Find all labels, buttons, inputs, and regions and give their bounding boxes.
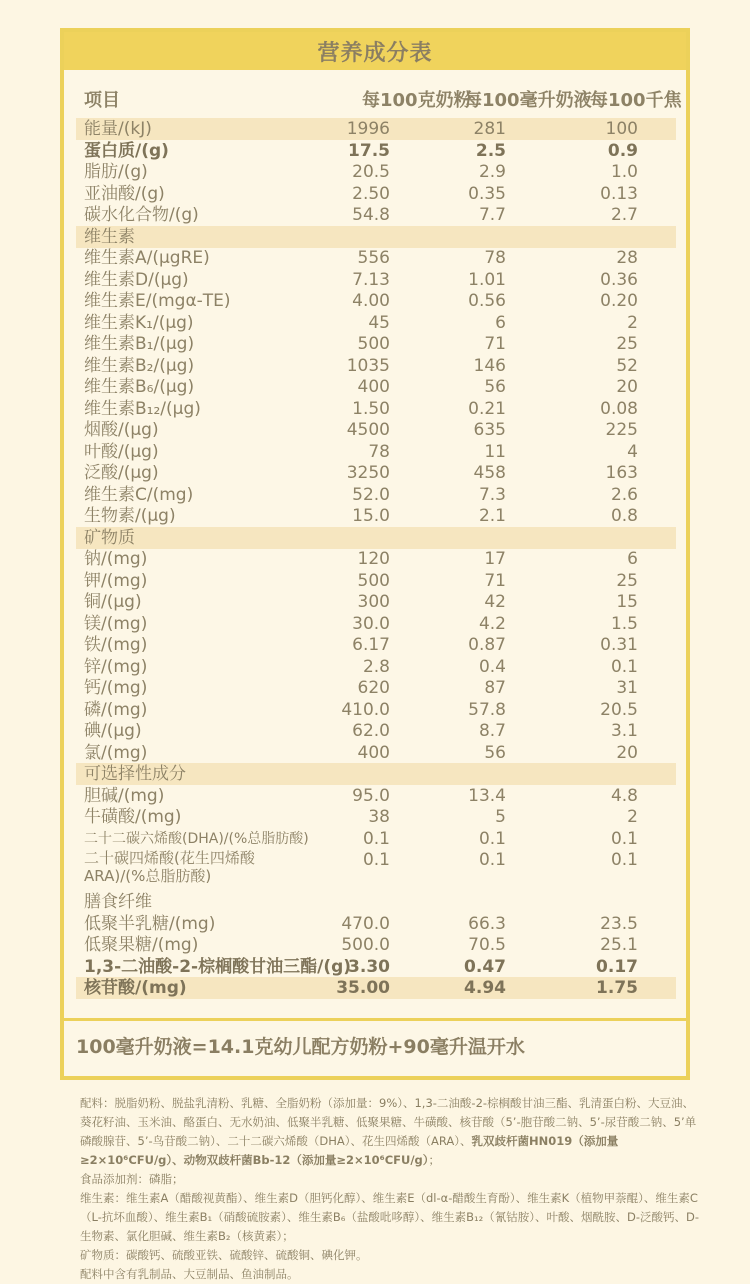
row-value-v1: 95.0 <box>352 785 390 806</box>
row-value-v1: 17.5 <box>348 140 390 161</box>
table-row <box>76 828 676 850</box>
row-value-v3: 0.20 <box>600 291 638 311</box>
row-label: 胆碱/(mg) <box>84 785 165 806</box>
row-value-v3: 163 <box>605 463 638 483</box>
row-label: 生物素/(μg) <box>84 506 176 526</box>
row-value-v2: 8.7 <box>478 721 506 741</box>
row-label: 亚油酸/(g) <box>84 183 165 204</box>
row-value-v1: 38 <box>368 807 390 827</box>
row-label: 铜/(μg) <box>84 592 142 612</box>
row-label: 镁/(mg) <box>84 613 148 634</box>
row-value-v1: 500 <box>357 570 390 591</box>
row-label: 蛋白质/(g) <box>84 140 169 161</box>
row-value-v2: 2.5 <box>475 140 506 161</box>
table-row <box>76 204 676 226</box>
row-label: 二十二碳六烯酸(DHA)/(%总脂肪酸) <box>84 830 309 847</box>
table-row <box>76 527 676 549</box>
row-value-v1: 62.0 <box>352 721 390 741</box>
row-value-v2: 42 <box>484 592 506 612</box>
row-value-v3: 2.6 <box>610 484 638 505</box>
row-value-v3: 0.36 <box>600 269 638 290</box>
table-row <box>76 934 676 956</box>
row-value-v3: 15 <box>616 592 638 612</box>
row-value-v1: 15.0 <box>352 506 390 526</box>
minerals-list: 矿物质：碳酸钙、硫酸亚铁、硫酸锌、硫酸铜、碘化钾。 <box>80 1248 368 1262</box>
row-value-v2: 0.1 <box>478 850 506 870</box>
row-value-v2: 0.21 <box>468 398 506 419</box>
table-row <box>76 977 676 999</box>
row-value-v3: 0.13 <box>600 183 638 204</box>
row-label: 膳食纤维 <box>84 892 152 912</box>
row-label: 牛磺酸/(mg) <box>84 807 182 827</box>
nutrition-panel <box>60 28 690 1080</box>
table-row <box>76 290 676 312</box>
row-value-v3: 0.1 <box>610 850 638 870</box>
table-row <box>76 913 676 935</box>
row-value-v2: 4.2 <box>478 613 506 634</box>
row-value-v2: 7.3 <box>478 484 506 505</box>
row-value-v1: 30.0 <box>352 613 390 634</box>
ingredients-main: 配料：脱脂奶粉、脱盐乳清粉、乳糖、全脂奶粉（添加量：9%）、1,3-二油酸-2-棕榈酸甘油三酯、乳清蛋白粉、大豆油、葵花籽油、玉米油、酪蛋白、无水奶油、低聚半乳糖、低聚果糖、牛磺酸、核苷酸（5’-胞苷酸二钠、5’-尿苷酸二钠、5’单磷酸腺苷、5’-鸟苷酸二钠）、二十二碳六烯酸（DHA）、花生四烯酸（ARA）、乳双歧杆菌HN019（添加量≥2×10⁶CFU/g）、动物双歧杆菌Bb-12（添加量≥2×10⁶CFU/g）； <box>80 1096 697 1167</box>
row-value-v3: 1.0 <box>610 162 638 182</box>
row-value-v1: 78 <box>368 441 390 462</box>
row-value-v1: 20.5 <box>352 162 390 182</box>
row-value-v3: 20 <box>616 742 638 763</box>
row-value-v2: 2.1 <box>478 506 506 526</box>
row-value-v2: 56 <box>484 377 506 397</box>
row-label: 维生素B₁₂/(μg) <box>84 398 201 419</box>
row-value-v2: 5 <box>495 807 506 827</box>
row-label: 叶酸/(μg) <box>84 441 159 462</box>
table-row <box>76 763 676 785</box>
row-value-v1: 35.00 <box>336 978 390 998</box>
row-value-v1: 400 <box>357 377 390 397</box>
row-value-v1: 400 <box>357 742 390 763</box>
row-value-v2: 70.5 <box>468 935 506 955</box>
row-value-v1: 300 <box>357 592 390 612</box>
table-row <box>76 333 676 355</box>
row-label: 脂肪/(g) <box>84 162 148 182</box>
row-value-v1: 4.00 <box>352 291 390 311</box>
row-value-v2: 6 <box>495 312 506 333</box>
row-label: 碳水化合物/(g) <box>84 205 199 225</box>
table-row <box>76 699 676 721</box>
row-value-v3: 25.1 <box>600 935 638 955</box>
row-label: 烟酸/(μg) <box>84 420 159 440</box>
col-per-100ml: 每100毫升奶液 <box>464 90 592 111</box>
table-row <box>76 419 676 441</box>
row-label: 铁/(mg) <box>84 635 148 655</box>
row-value-v2: 11 <box>484 441 506 462</box>
table-row <box>76 785 676 807</box>
row-value-v1: 0.1 <box>362 828 390 849</box>
divider <box>64 1018 686 1021</box>
table-row <box>76 226 676 248</box>
row-label: 维生素K₁/(μg) <box>84 312 194 333</box>
table-row <box>76 484 676 506</box>
table-row <box>76 118 676 140</box>
table-row <box>76 891 676 913</box>
table-row <box>76 656 676 678</box>
row-value-v2: 57.8 <box>468 699 506 720</box>
row-value-v3: 23.5 <box>600 913 638 934</box>
table-row <box>76 548 676 570</box>
row-value-v1: 54.8 <box>352 205 390 225</box>
row-value-v3: 0.08 <box>600 398 638 419</box>
col-per-100g: 每100克奶粉 <box>362 90 472 111</box>
row-value-v3: 4.8 <box>610 785 638 806</box>
row-label: 钠/(mg) <box>84 549 148 569</box>
row-label: 维生素C/(mg) <box>84 484 194 505</box>
row-value-v1: 1.50 <box>352 398 390 419</box>
row-value-v3: 0.8 <box>610 506 638 526</box>
row-value-v1: 410.0 <box>341 699 390 720</box>
table-row <box>76 161 676 183</box>
row-value-v3: 6 <box>627 549 638 569</box>
row-value-v2: 2.9 <box>478 162 506 182</box>
row-label: 氯/(mg) <box>84 742 148 763</box>
row-label: 钾/(mg) <box>84 570 148 591</box>
row-label: 维生素B₂/(μg) <box>84 355 195 376</box>
row-label: 低聚果糖/(mg) <box>84 935 199 955</box>
row-value-v2: 1.01 <box>468 269 506 290</box>
row-value-v1: 6.17 <box>352 635 390 655</box>
title-bar <box>64 32 686 70</box>
row-label: 泛酸/(μg) <box>84 463 159 483</box>
row-value-v3: 2 <box>627 312 638 333</box>
table-row <box>76 441 676 463</box>
reconstitution-note: 100毫升奶液=14.1克幼儿配方奶粉+90毫升温开水 <box>76 1036 525 1058</box>
row-value-v3: 25 <box>616 334 638 354</box>
vitamins-list: 维生素：维生素A（醋酸视黄酯）、维生素D（胆钙化醇）、维生素E（dl-α-醋酸生育酚）、维生素K（植物甲萘醌）、维生素C（L-抗坏血酸）、维生素B₁（硝酸硫胺素）、维生素B₆（盐酸吡哆醇）、维生素B₁₂（氰钴胺）、叶酸、烟酰胺、D-泛酸钙、D-生物素、氯化胆碱、维生素B₂（核黄素）； <box>80 1191 699 1243</box>
row-value-v1: 2.8 <box>362 656 390 677</box>
table-row <box>76 140 676 162</box>
row-label: 能量/(kJ) <box>84 119 152 139</box>
table-row <box>76 591 676 613</box>
row-value-v2: 0.35 <box>468 183 506 204</box>
row-value-v1: 7.13 <box>352 269 390 290</box>
row-value-v1: 3250 <box>346 463 390 483</box>
table-row <box>76 355 676 377</box>
row-value-v3: 0.17 <box>596 956 638 977</box>
row-value-v2: 0.87 <box>468 635 506 655</box>
row-value-v2: 4.94 <box>464 978 506 998</box>
row-value-v1: 45 <box>368 312 390 333</box>
row-label: 二十碳四烯酸(花生四烯酸ARA)/(%总脂肪酸) <box>84 849 255 885</box>
row-label: 钙/(mg) <box>84 678 148 698</box>
row-label: 维生素B₁/(μg) <box>84 334 195 354</box>
col-per-100kj: 每100千焦 <box>590 90 682 111</box>
row-value-v2: 635 <box>473 420 506 440</box>
row-label: 1,3-二油酸-2-棕榈酸甘油三酯/(g) <box>84 956 352 977</box>
row-value-v1: 0.1 <box>362 850 390 870</box>
row-value-v3: 0.1 <box>610 828 638 849</box>
table-row <box>76 462 676 484</box>
table-row <box>76 376 676 398</box>
row-label: 可选择性成分 <box>84 764 186 784</box>
table-row <box>76 183 676 205</box>
table-row <box>76 806 676 828</box>
row-value-v2: 71 <box>484 334 506 354</box>
row-label: 维生素D/(μg) <box>84 269 189 290</box>
table-row <box>76 720 676 742</box>
row-value-v1: 1035 <box>346 355 390 376</box>
row-label: 维生素E/(mgα-TE) <box>84 291 231 311</box>
row-value-v2: 0.56 <box>468 291 506 311</box>
table-row <box>76 269 676 291</box>
row-value-v1: 1996 <box>346 119 390 139</box>
row-value-v2: 56 <box>484 742 506 763</box>
row-value-v2: 7.7 <box>478 205 506 225</box>
row-value-v2: 71 <box>484 570 506 591</box>
row-label: 矿物质 <box>84 527 135 548</box>
row-value-v1: 120 <box>357 549 390 569</box>
row-value-v2: 87 <box>484 678 506 698</box>
row-value-v2: 0.4 <box>478 656 506 677</box>
row-value-v3: 100 <box>605 119 638 139</box>
row-label: 维生素A/(μgRE) <box>84 248 210 268</box>
table-row <box>76 849 676 889</box>
row-value-v3: 20 <box>616 377 638 397</box>
row-value-v3: 4 <box>627 441 638 462</box>
row-value-v3: 25 <box>616 570 638 591</box>
row-value-v3: 225 <box>605 420 638 440</box>
table-row <box>76 634 676 656</box>
table-row <box>76 742 676 764</box>
row-value-v2: 17 <box>484 549 506 569</box>
table-row <box>76 677 676 699</box>
page-title: 营养成分表 <box>317 40 433 66</box>
row-value-v3: 52 <box>616 355 638 376</box>
row-label: 磷/(mg) <box>84 699 148 720</box>
row-value-v1: 500.0 <box>341 935 390 955</box>
row-label: 低聚半乳糖/(mg) <box>84 913 216 934</box>
row-value-v2: 78 <box>484 248 506 268</box>
row-value-v3: 28 <box>616 248 638 268</box>
row-value-v2: 281 <box>473 119 506 139</box>
col-item: 项目 <box>84 90 120 111</box>
row-label: 锌/(mg) <box>84 656 148 677</box>
table-row <box>76 956 676 978</box>
row-value-v3: 0.31 <box>600 635 638 655</box>
row-label: 维生素B₆/(μg) <box>84 377 195 397</box>
row-value-v1: 470.0 <box>341 913 390 934</box>
ingredients-block <box>80 1094 700 1284</box>
row-label: 维生素 <box>84 226 135 247</box>
row-value-v3: 0.9 <box>607 140 638 161</box>
row-value-v1: 620 <box>357 678 390 698</box>
row-value-v2: 0.1 <box>478 828 506 849</box>
additives: 食品添加剂：磷脂； <box>80 1172 184 1186</box>
row-value-v2: 66.3 <box>468 913 506 934</box>
table-row <box>76 570 676 592</box>
column-header <box>64 86 686 116</box>
table-row <box>76 398 676 420</box>
row-value-v1: 500 <box>357 334 390 354</box>
row-value-v1: 3.30 <box>348 956 390 977</box>
row-value-v2: 13.4 <box>468 785 506 806</box>
row-value-v1: 52.0 <box>352 484 390 505</box>
allergen-note: 配料中含有乳制品、大豆制品、鱼油制品。 <box>80 1267 299 1281</box>
row-label: 核苷酸/(mg) <box>84 978 187 998</box>
row-value-v3: 0.1 <box>610 656 638 677</box>
row-value-v2: 0.47 <box>464 956 506 977</box>
row-value-v3: 20.5 <box>600 699 638 720</box>
row-value-v3: 2 <box>627 807 638 827</box>
row-value-v2: 458 <box>473 463 506 483</box>
row-value-v3: 1.75 <box>596 978 638 998</box>
row-value-v1: 556 <box>357 248 390 268</box>
row-value-v3: 3.1 <box>610 721 638 741</box>
row-value-v2: 146 <box>473 355 506 376</box>
row-value-v1: 4500 <box>346 420 390 440</box>
row-label: 碘/(μg) <box>84 721 142 741</box>
row-value-v1: 2.50 <box>352 183 390 204</box>
row-value-v3: 1.5 <box>610 613 638 634</box>
table-row <box>76 505 676 527</box>
row-value-v3: 2.7 <box>610 205 638 225</box>
table-row <box>76 613 676 635</box>
table-row <box>76 247 676 269</box>
row-value-v3: 31 <box>616 678 638 698</box>
table-row <box>76 312 676 334</box>
